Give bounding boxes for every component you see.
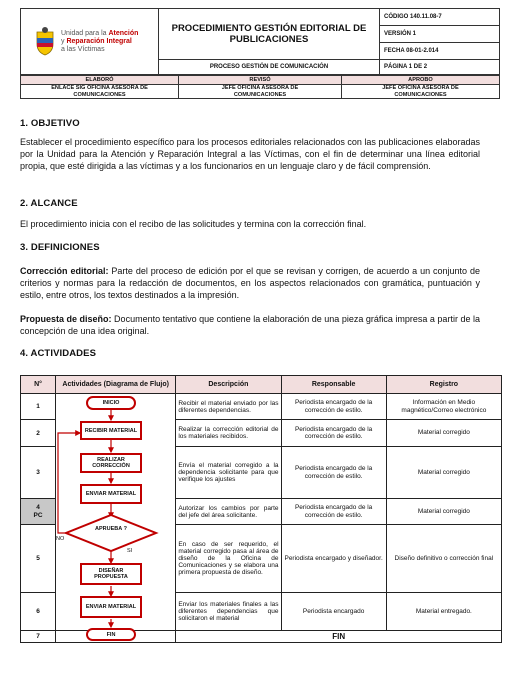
row-desc: Enviar los materiales finales a las diferentes dependencias que solicitaron el material <box>176 593 281 631</box>
row-reg: Diseño definitivo o corrección final <box>386 525 501 593</box>
col-flow: Actividades (Diagrama de Flujo) <box>56 376 176 394</box>
decision-diamond <box>66 515 156 551</box>
flow-make-correction: REALIZAR CORRECCIÓN <box>80 453 142 473</box>
col-desc: Descripción <box>176 376 281 394</box>
document-title: PROCEDIMIENTO GESTIÓN EDITORIAL DE PUBLICACIONES <box>159 9 380 60</box>
row-desc: En caso de ser requerido, el material corregido pasa al área de diseño de la Oficina de Comunicaciones y se elabora una primera propuesta de diseño. <box>176 525 281 593</box>
row-reg: Información en Medio magnético/Correo electrónico <box>386 394 501 420</box>
row-desc: Realizar la corrección editorial de los materiales recibidos. <box>176 420 281 447</box>
flow-no-label: NO <box>56 536 65 542</box>
col-reg: Registro <box>386 376 501 394</box>
row-desc: Envía el material corregido a la dependencia solicitante para que verifique los ajustes <box>176 447 281 499</box>
row-num: 3 <box>21 447 56 499</box>
logo-cell <box>21 9 159 75</box>
row-num: 4 PC <box>21 499 56 525</box>
row-num: 5 <box>21 525 56 593</box>
col-resp: Responsable <box>281 376 386 394</box>
sig-value-elaboro: ENLACE SIG OFICINA ASESORA DE COMUNICACIONES <box>21 85 179 99</box>
flow-start: INICIO <box>86 396 136 410</box>
row-reg: Material corregido <box>386 420 501 447</box>
definition-2-term: Propuesta de diseño: <box>20 314 112 324</box>
flow-design-proposal: DISEÑAR PROPUESTA <box>80 563 142 585</box>
sig-value-reviso: JEFE OFICINA ASESORA DE COMUNICACIONES <box>179 85 342 99</box>
sig-header-reviso: REVISÓ <box>179 76 342 85</box>
document-code: CÓDIGO 140.11.08-7 <box>380 9 500 26</box>
section-3-title: 3. DEFINICIONES <box>20 242 100 253</box>
row-num: 6 <box>21 593 56 631</box>
logo-text: Unidad para la Atención y Reparación Integral a las Víctimas <box>61 29 139 53</box>
row-desc: Recibir el material enviado por las diferentes dependencias. <box>176 394 281 420</box>
flow-end: FIN <box>86 628 136 641</box>
flow-send-material: ENVIAR MATERIAL <box>80 484 142 504</box>
row-resp: Periodista encargado de la corrección de estilo. <box>281 420 386 447</box>
flow-receive-material: RECIBIR MATERIAL <box>80 421 142 440</box>
row-reg: Material entregado. <box>386 593 501 631</box>
page-number: PÁGINA 1 DE 2 <box>380 59 500 74</box>
sig-header-elaboro: ELABORÓ <box>21 76 179 85</box>
section-2-text: El procedimiento inicia con el recibo de las solicitudes y termina con la corrección final. <box>20 219 367 229</box>
section-4-title: 4. ACTIVIDADES <box>20 348 97 359</box>
row-resp: Periodista encargado y diseñador. <box>281 525 386 593</box>
sig-value-aprobo: JEFE OFICINA ASESORA DE COMUNICACIONES <box>341 85 499 99</box>
row-resp: Periodista encargado <box>281 593 386 631</box>
document-header <box>20 8 500 75</box>
document-version: VERSIÓN 1 <box>380 25 500 42</box>
row-reg: Material corregido <box>386 447 501 499</box>
row-reg: Material corregido <box>386 499 501 525</box>
row-desc: Autorizar los cambios por parte del jefe del área solicitante. <box>176 499 281 525</box>
definition-1-term: Corrección editorial: <box>20 266 109 276</box>
definition-2-text: Documento tentativo que contiene la elaboración de una pieza gráfica impresa a partir de la concepción de una idea original. <box>20 314 480 336</box>
coat-of-arms-icon <box>33 26 57 56</box>
signature-table <box>20 75 500 99</box>
row-num: 1 <box>21 394 56 420</box>
section-1-text: Establecer el procedimiento específico para los procesos editoriales relacionados con las publicaciones elaboradas por la Unidad para la Atención y Reparación Integral a las Víctimas, con el fin de determinar una línea editorial propia, que esté dirigida a las víctimas y a los funcionarios en un lenguaje claro y de fácil comprensión. <box>20 137 480 171</box>
col-num: N° <box>21 376 56 394</box>
row-num: 7 <box>21 631 56 643</box>
section-1-title: 1. OBJETIVO <box>20 118 80 129</box>
process-name: PROCESO GESTIÓN DE COMUNICACIÓN <box>159 59 380 74</box>
sig-header-aprobo: APROBO <box>341 76 499 85</box>
flow-send-final-material: ENVIAR MATERIAL <box>80 596 142 618</box>
definition-2 <box>20 313 480 337</box>
definition-1 <box>20 265 480 301</box>
flow-yes-label: SI <box>127 548 133 554</box>
row-num: 2 <box>21 420 56 447</box>
row-end-label: FIN <box>176 631 502 643</box>
flow-approve-decision: APRUEBA ? <box>95 526 127 532</box>
row-resp: Periodista encargado de la corrección de estilo. <box>281 394 386 420</box>
definition-1-text: Parte del proceso de edición por el que se revisan y corrigen, de acuerdo a un conjunto de criterios y normas para la redacción de documentos, en los aspectos relacionados con gramática, puntuación y estilo, entre otros, los textos destinados a la impresión. <box>20 266 480 300</box>
document-date: FECHA 08-01-2.014 <box>380 42 500 59</box>
section-2-title: 2. ALCANCE <box>20 198 78 209</box>
row-resp: Periodista encargado de la corrección de estilo. <box>281 499 386 525</box>
row-resp: Periodista encargado de la corrección de estilo. <box>281 447 386 499</box>
